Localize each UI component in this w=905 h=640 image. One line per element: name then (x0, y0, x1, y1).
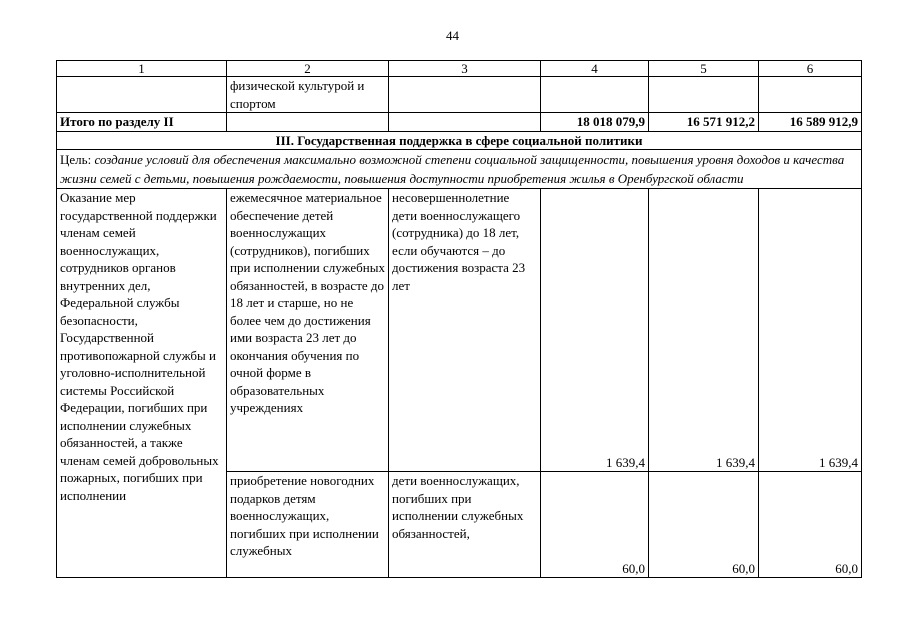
total-value-5: 16 571 912,2 (649, 113, 759, 132)
measure-row-1-value-5: 1 639,4 (649, 189, 759, 472)
measure-row-2-col2: приобретение новогодних подарков детям военнослужащих, погибших при исполнении служебных (227, 472, 389, 578)
measure-row-2-value-6: 60,0 (759, 472, 862, 578)
cont-col3 (389, 77, 541, 113)
total-label: Итого по разделу II (57, 113, 227, 132)
measure-row-1-value-6: 1 639,4 (759, 189, 862, 472)
section-title: III. Государственная поддержка в сфере социальной политики (57, 131, 862, 150)
total-col3 (389, 113, 541, 132)
continuation-row (57, 77, 862, 113)
total-row (57, 113, 862, 132)
measure-row-1-col2: ежемесячное материальное обеспечение детей военнослужащих (сотрудников), погибших при исполнении служебных обязанностей, в возрасте до 18 лет и старше, но не более чем до достижения ими возраста 23 лет до окончания обучения по очной форме в образовательных учреждениях (227, 189, 389, 472)
header-cell-4: 4 (541, 61, 649, 77)
header-cell-1: 1 (57, 61, 227, 77)
budget-table (56, 60, 862, 578)
measure-row-1 (57, 189, 862, 472)
cont-col1 (57, 77, 227, 113)
total-value-6: 16 589 912,9 (759, 113, 862, 132)
cont-col5 (649, 77, 759, 113)
goal-label: Цель: (60, 152, 92, 167)
header-cell-6: 6 (759, 61, 862, 77)
header-cell-2: 2 (227, 61, 389, 77)
total-value-4: 18 018 079,9 (541, 113, 649, 132)
goal-row (57, 150, 862, 189)
total-col2 (227, 113, 389, 132)
measure-row-1-col3: несовершеннолетние дети военнослужащего (сотрудника) до 18 лет, если обучаются – до достижения возраста 23 лет (389, 189, 541, 472)
header-cell-5: 5 (649, 61, 759, 77)
cont-col6 (759, 77, 862, 113)
measure-row-2-value-5: 60,0 (649, 472, 759, 578)
header-row (57, 61, 862, 77)
measure-title: Оказание мер государственной поддержки членам семей военнослужащих, сотрудников органов внутренних дел, Федеральной службы безопасности, Государственной противопожарной службы и уголовно-исполнительной системы Российской Федерации, погибших при исполнении служебных обязанностей, а также членам семей добровольных пожарных, погибших при исполнении (57, 189, 227, 578)
cont-col4 (541, 77, 649, 113)
measure-row-2-value-4: 60,0 (541, 472, 649, 578)
header-cell-3: 3 (389, 61, 541, 77)
measure-row-2-col3: дети военнослужащих, погибших при исполнении служебных обязанностей, (389, 472, 541, 578)
page-number: 44 (446, 28, 459, 43)
measure-row-1-value-4: 1 639,4 (541, 189, 649, 472)
section-row (57, 131, 862, 150)
goal-text: создание условий для обеспечения максимально возможной степени социальной защищенности, повышения уровня доходов и качества жизни семей с детьми, повышения рождаемости, повышения доступности приобретения жилья в Оренбургской области (60, 152, 845, 186)
goal-cell (57, 150, 862, 189)
cont-col2: физической культурой и спортом (227, 77, 389, 113)
